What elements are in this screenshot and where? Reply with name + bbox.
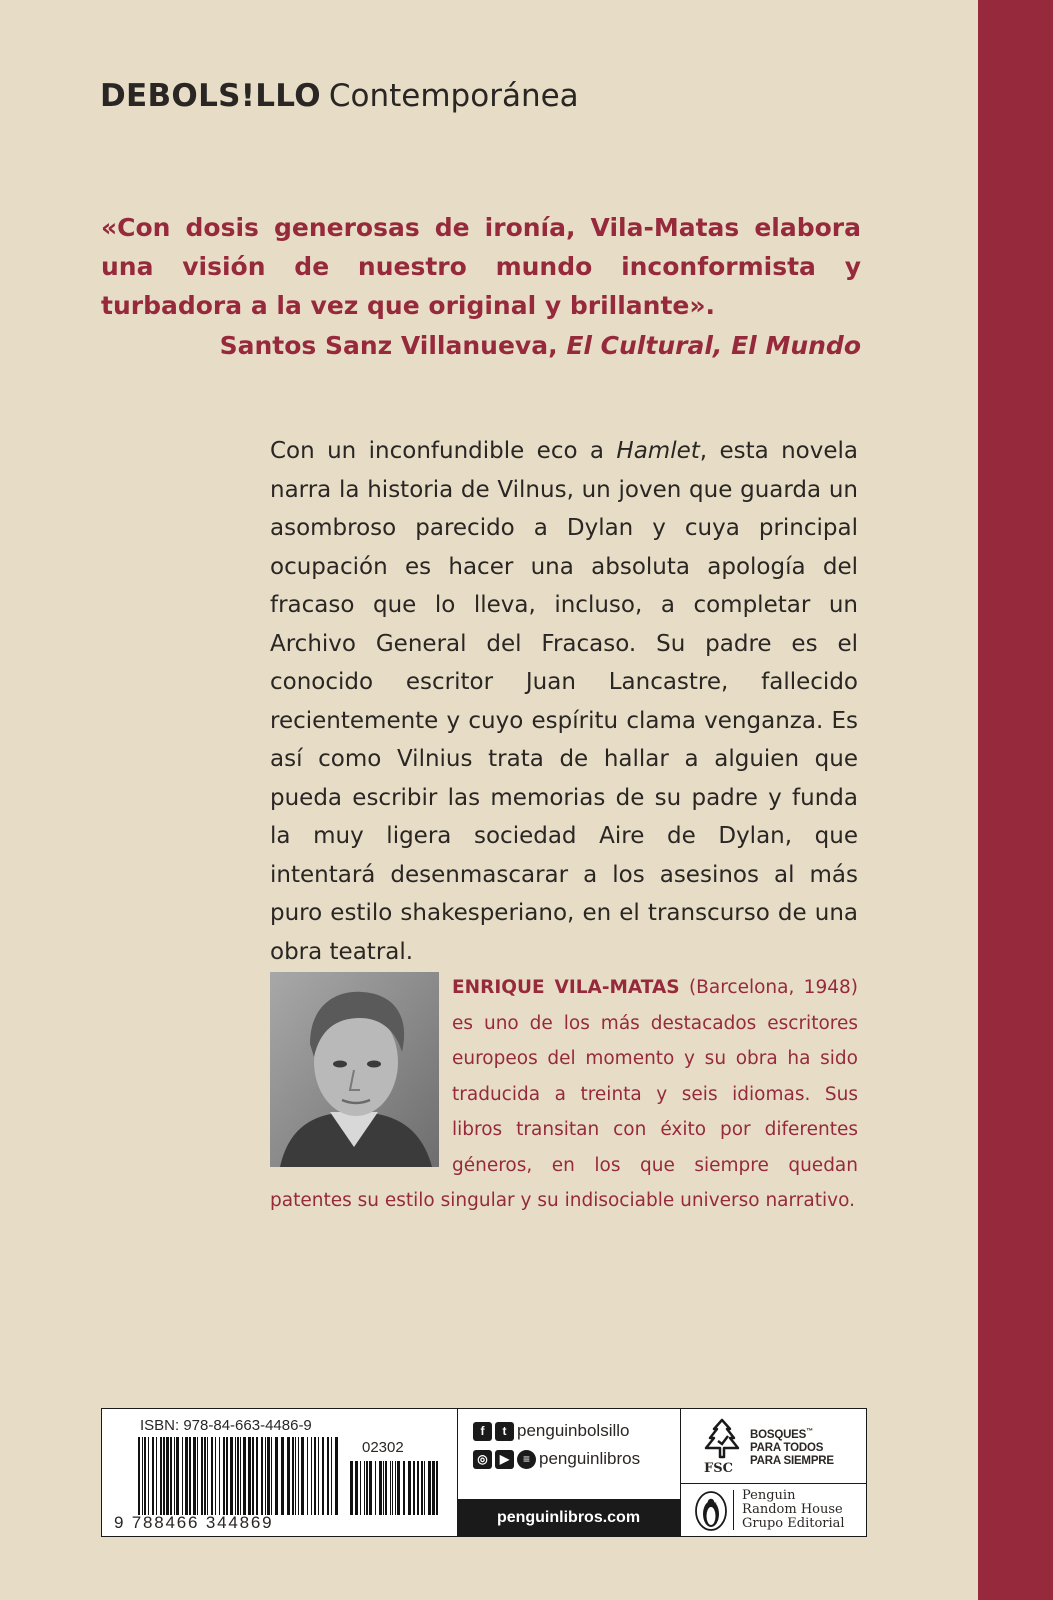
barcode-area [102, 1409, 458, 1536]
youtube-icon: ▶ [495, 1450, 514, 1469]
fsc-tree-icon [700, 1417, 744, 1461]
instagram-icon: ◎ [473, 1450, 492, 1469]
publisher-line1: Penguin [742, 1488, 796, 1503]
ean-digits: 9 788466 344869 [114, 1513, 274, 1532]
book-synopsis [270, 432, 858, 971]
fsc-certification [680, 1409, 866, 1484]
publisher-line2: Random House [742, 1502, 843, 1517]
fsc-label: FSC [704, 1461, 733, 1476]
penguin-icon [694, 1490, 728, 1532]
twitter-icon: t [495, 1422, 514, 1441]
website-link[interactable]: penguinlibros.com [457, 1499, 680, 1536]
synopsis-intro: Con un inconfundible eco a [270, 438, 617, 464]
author-name: ENRIQUE VILA-MATAS [452, 977, 680, 998]
spine-band [978, 0, 1053, 1600]
author-bio-text: es uno de los más destacados escritores europeos del momento y su obra ha sido traducida a treinta y seis idiomas. Sus libros transitan con éxito por diferentes géneros, en los que siempre quedan patentes su estilo singular y su indisociable universo narrativo. [270, 1012, 858, 1211]
synopsis-body: , esta novela narra la historia de Vilnus, un joven que guarda un asombroso parecido a Dylan y cuya principal ocupación es hacer una absoluta apología del fracaso que lo lleva, incluso, a completar un Archivo General del Fracaso. Su padre es el conocido escritor Juan Lancastre, fallecido recientemente y cuyo espíritu clama venganza. Es así como Vilnius trata de hallar a alguien que pueda escribir las memorias de su padre y funda la muy ligera sociedad Aire de Dylan, que intentará desenmascarar a los asesinos al más puro estilo shakesperiano, en el transcurso de una obra teatral. [270, 438, 858, 965]
fsc-slogan-line3: PARA SIEMPRE [750, 1454, 834, 1467]
author-bio [270, 970, 858, 1219]
social-handle-bolsillo: penguinbolsillo [517, 1421, 630, 1440]
fsc-slogan-line1: BOSQUES [750, 1428, 807, 1441]
publisher-line3: Grupo Editorial [742, 1516, 845, 1531]
addon-barcode [350, 1461, 442, 1515]
publisher-name [742, 1489, 845, 1531]
imprint-collection: Contemporánea [328, 78, 579, 114]
social-links [457, 1409, 681, 1536]
spotify-icon: ≡ [517, 1450, 536, 1469]
isbn-label: ISBN: 978-84-663-4486-9 [140, 1417, 312, 1434]
quote-attribution [220, 331, 861, 360]
quote-author: Santos Sanz Villanueva, [219, 331, 558, 360]
social-row-bolsillo[interactable] [473, 1421, 629, 1441]
fsc-slogan [750, 1425, 834, 1468]
synopsis-work-title: Hamlet [616, 438, 700, 464]
barcode-addon-code: 02302 [362, 1439, 404, 1456]
social-row-libros[interactable] [473, 1449, 640, 1469]
publisher-logo [680, 1484, 866, 1536]
fsc-trademark: ™ [806, 1428, 813, 1435]
back-cover-info-panel [101, 1408, 867, 1537]
imprint-brand: DEBOLS!LLO [100, 78, 321, 114]
press-quote: «Con dosis generosas de ironía, Vila-Matas elabora una visión de nuestro mundo inconformista y turbadora a la vez que original y brillante». [101, 213, 861, 320]
social-handle-libros: penguinlibros [539, 1449, 641, 1468]
quote-publication: El Cultural, El Mundo [566, 331, 861, 360]
imprint-header [100, 78, 579, 114]
author-origin: (Barcelona, 1948) [688, 977, 858, 998]
facebook-icon: f [473, 1422, 492, 1441]
fsc-slogan-line2: PARA TODOS [750, 1441, 824, 1454]
ean-barcode [138, 1437, 338, 1515]
